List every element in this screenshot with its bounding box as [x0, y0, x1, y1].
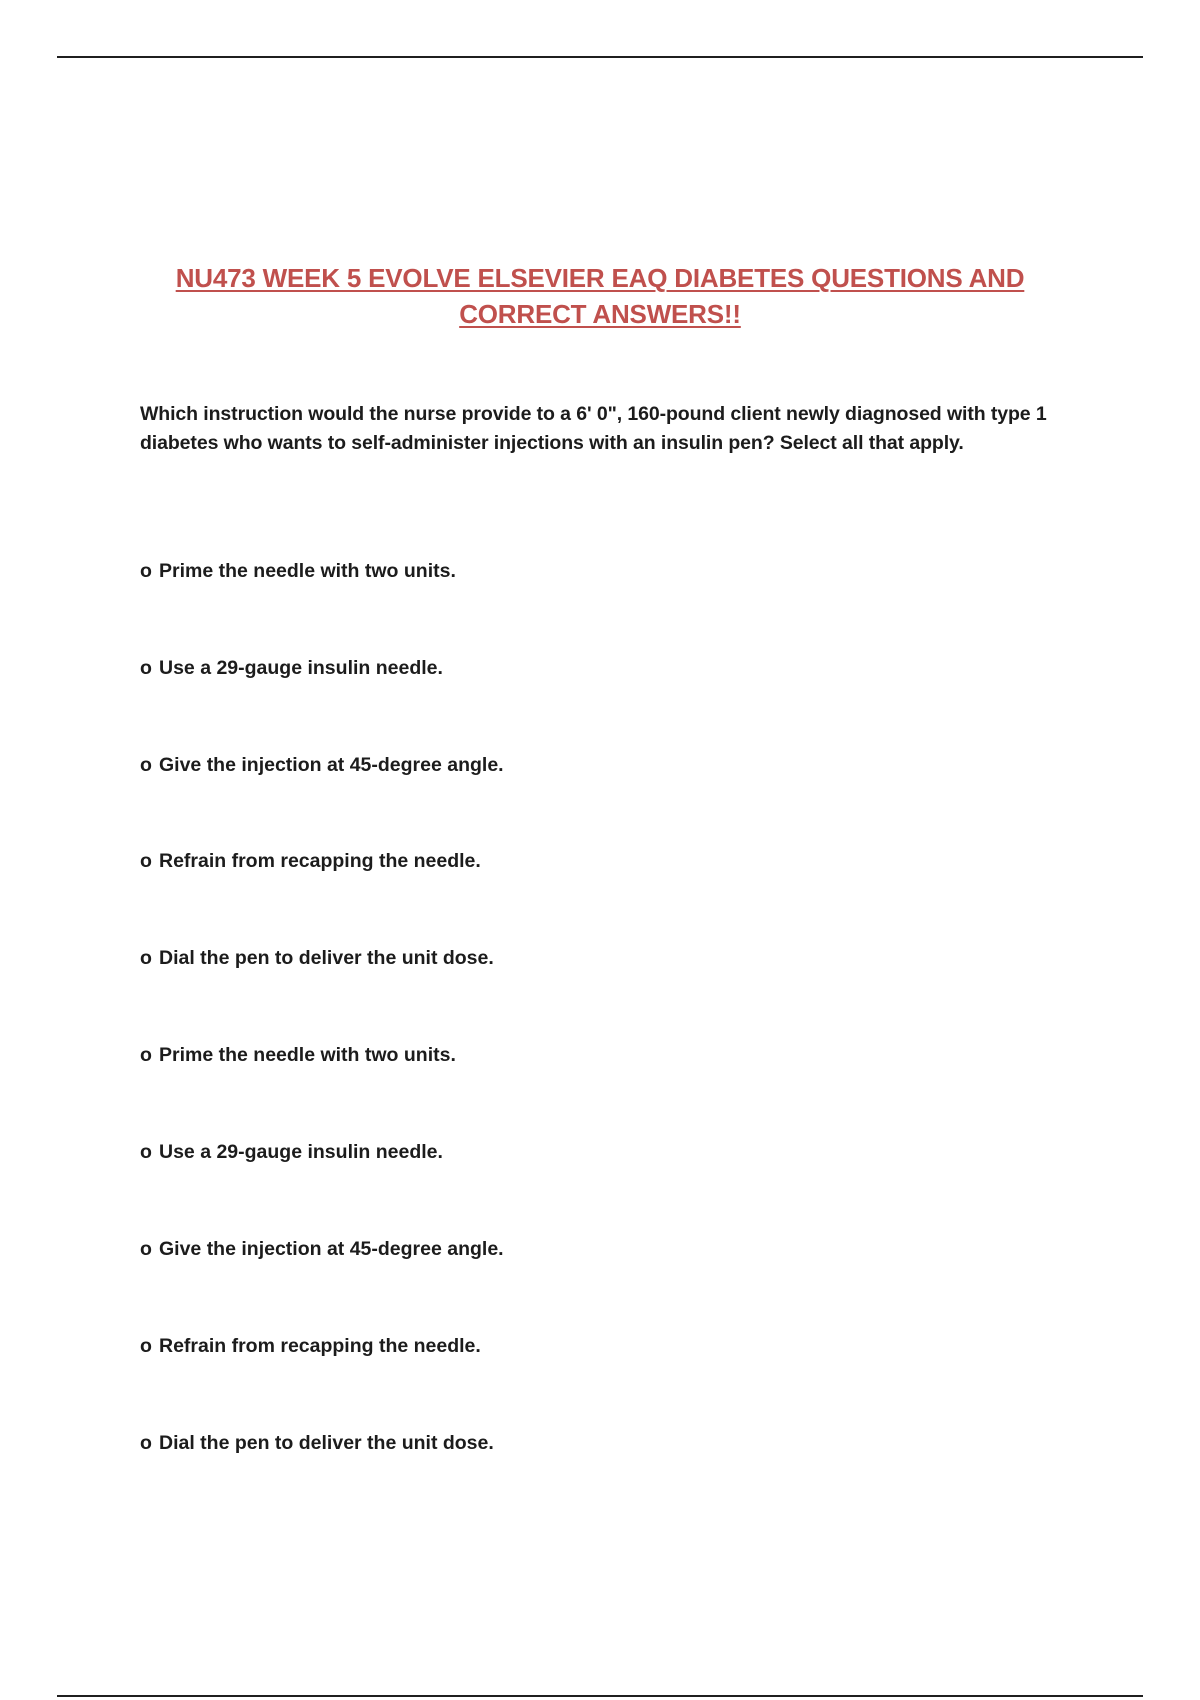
answer-option — [140, 558, 456, 584]
option-bullet: o — [140, 1238, 152, 1260]
option-text: Dial the pen to deliver the unit dose. — [159, 947, 494, 969]
answer-option — [140, 1042, 456, 1068]
option-text: Refrain from recapping the needle. — [159, 1335, 481, 1357]
answer-option — [140, 1139, 443, 1165]
answer-option — [140, 1333, 481, 1359]
bottom-rule — [57, 1695, 1143, 1697]
answer-option — [140, 848, 481, 874]
option-bullet: o — [140, 1335, 152, 1357]
top-rule — [57, 56, 1143, 58]
option-bullet: o — [140, 754, 152, 776]
document-title — [130, 260, 1070, 332]
document-title-line-1: NU473 WEEK 5 EVOLVE ELSEVIER EAQ DIABETES QUESTIONS AND — [175, 263, 1025, 293]
answer-option — [140, 1430, 494, 1456]
option-bullet: o — [140, 1141, 152, 1163]
option-bullet: o — [140, 947, 152, 969]
option-text: Give the injection at 45-degree angle. — [159, 1238, 504, 1260]
option-bullet: o — [140, 657, 152, 679]
option-text: Prime the needle with two units. — [159, 1044, 456, 1066]
option-bullet: o — [140, 1044, 152, 1066]
option-text: Give the injection at 45-degree angle. — [159, 754, 504, 776]
answer-option — [140, 655, 443, 681]
option-bullet: o — [140, 560, 152, 582]
answer-option — [140, 752, 504, 778]
option-text: Use a 29-gauge insulin needle. — [159, 1141, 443, 1163]
option-text: Prime the needle with two units. — [159, 560, 456, 582]
option-text: Refrain from recapping the needle. — [159, 850, 481, 872]
answer-option — [140, 1236, 504, 1262]
document-title-line-2: CORRECT ANSWERS!! — [459, 299, 741, 329]
answer-option — [140, 945, 494, 971]
question-text: Which instruction would the nurse provide to a 6' 0", 160-pound client newly diagnosed with type 1 diabetes who wants to self-administer injections with an insulin pen? Select all that apply. — [140, 403, 1047, 454]
option-bullet: o — [140, 850, 152, 872]
option-bullet: o — [140, 1432, 152, 1454]
option-text: Use a 29-gauge insulin needle. — [159, 657, 443, 679]
option-text: Dial the pen to deliver the unit dose. — [159, 1432, 494, 1454]
